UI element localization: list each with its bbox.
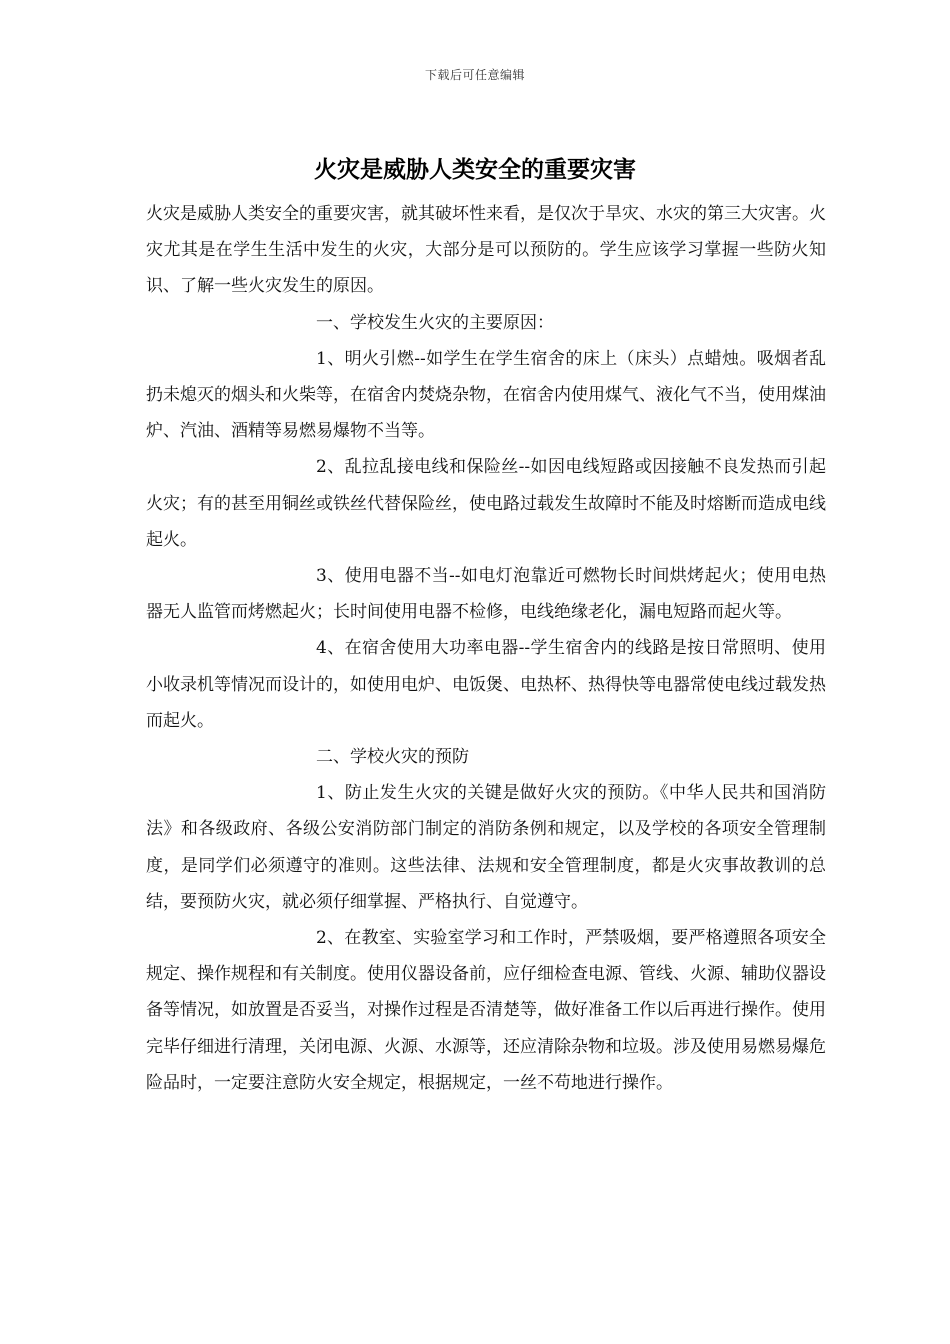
cause-paragraph-3: 3、使用电器不当--如电灯泡靠近可燃物长时间烘烤起火；使用电热器无人监管而烤燃起火；长时间使用电器不检修，电线绝缘老化，漏电短路而起火等。 [146,566,826,623]
cause-paragraph-2: 2、乱拉乱接电线和保险丝--如因电线短路或因接触不良发热而引起火灾；有的甚至用铜丝或铁丝代替保险丝，使电路过载发生故障时不能及时熔断而造成电线起火。 [146,457,826,550]
document-title: 火灾是威胁人类安全的重要灾害 [314,156,636,183]
cause-paragraph-1: 1、明火引燃--如学生在学生宿舍的床上（床头）点蜡烛。吸烟者乱扔未熄灭的烟头和火柴等，在宿舍内焚烧杂物，在宿舍内使用煤气、液化气不当，使用煤油炉、汽油、酒精等易燃易爆物不当等。 [146,348,826,442]
document-body [146,196,826,1101]
section-heading-prevention: 二、学校火灾的预防 [316,747,469,768]
header-note: 下载后可任意编辑 [424,68,525,82]
cause-paragraph-4: 4、在宿舍使用大功率电器--学生宿舍内的线路是按日常照明、使用小收录机等情况而设计的，如使用电炉、电饭煲、电热杯、热得快等电器常使电线过载发热而起火。 [146,638,826,731]
section-heading-causes: 一、学校发生火灾的主要原因： [316,312,554,333]
prevention-paragraph-1: 1、防止发生火灾的关键是做好火灾的预防。《中华人民共和国消防法》和各级政府、各级公安消防部门制定的消防条例和规定，以及学校的各项安全管理制度，是同学们必须遵守的准则。这些法律、法规和安全管理制度，都是火灾事故教训的总结，要预防火灾，就必须仔细掌握、严格执行、自觉遵守。 [146,783,826,912]
intro-paragraph: 火灾是威胁人类安全的重要灾害，就其破坏性来看，是仅次于旱灾、水灾的第三大灾害。火灾尤其是在学生生活中发生的火灾，大部分是可以预防的。学生应该学习掌握一些防火知识、了解一些火灾发生的原因。 [146,204,826,297]
prevention-paragraph-2: 2、在教室、实验室学习和工作时，严禁吸烟，要严格遵照各项安全规定、操作规程和有关制度。使用仪器设备前，应仔细检查电源、管线、火源、辅助仪器设备等情况，如放置是否妥当，对操作过程是否清楚等，做好准备工作以后再进行操作。使用完毕仔细进行清理，关闭电源、火源、水源等，还应清除杂物和垃圾。涉及使用易燃易爆危险品时，一定要注意防火安全规定，根据规定，一丝不苟地进行操作。 [146,928,826,1093]
